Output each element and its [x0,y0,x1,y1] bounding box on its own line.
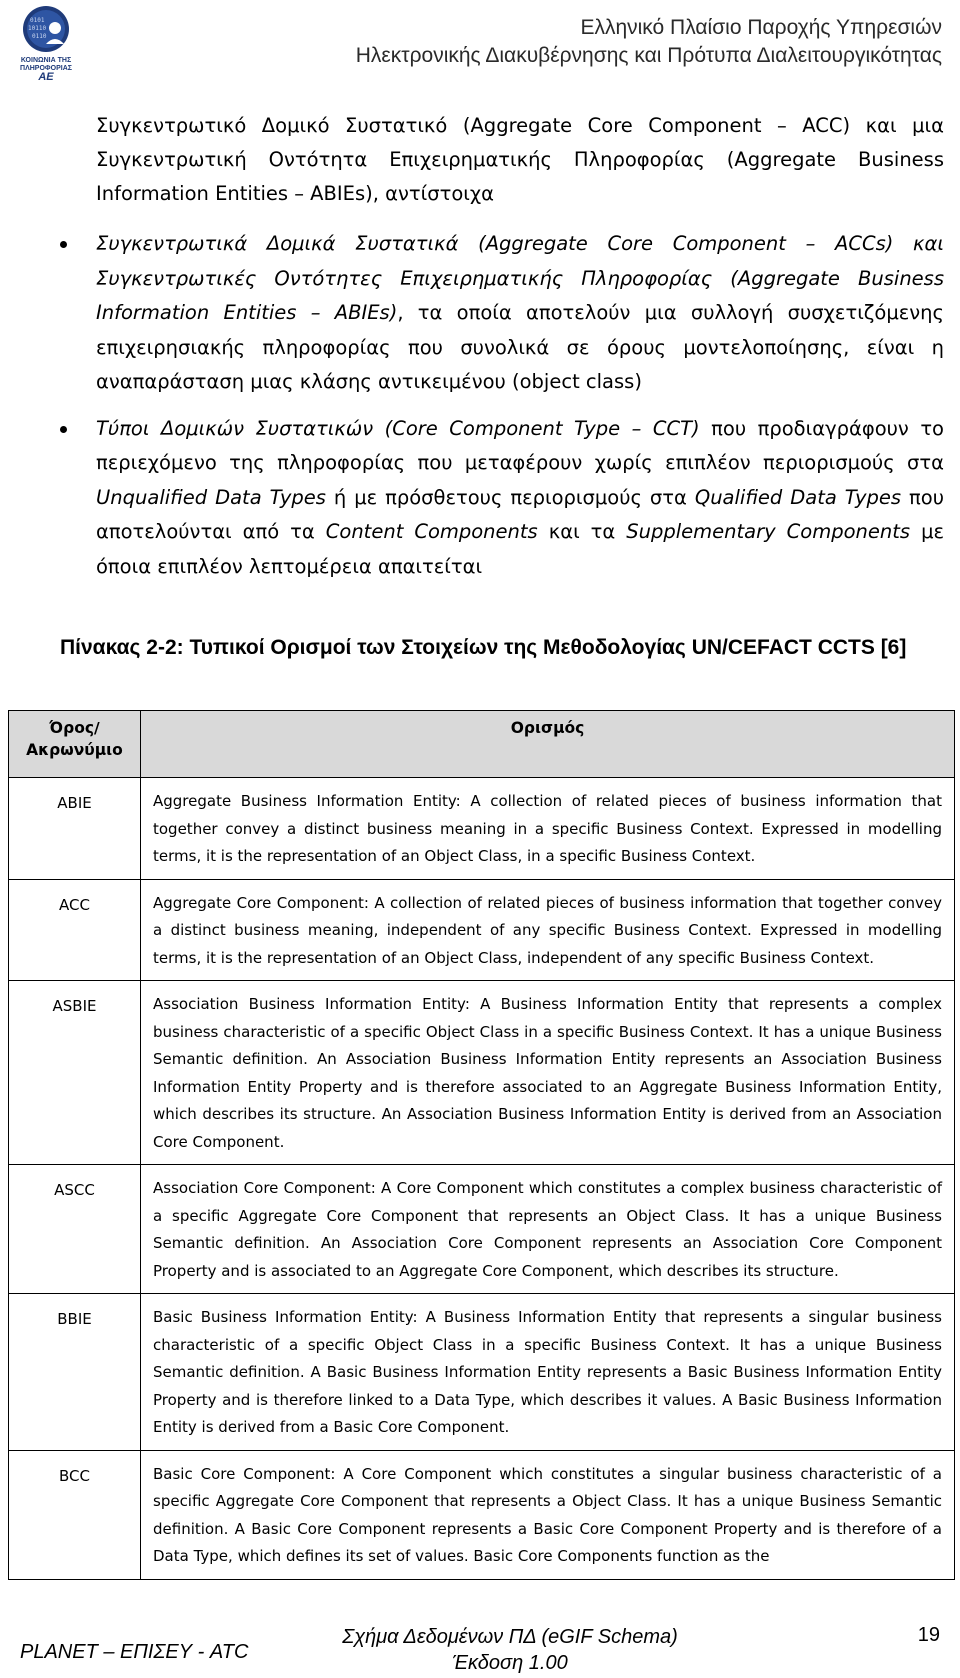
svg-text:10110: 10110 [28,25,47,32]
header-line-1: Ελληνικό Πλαίσιο Παροχής Υπηρεσιών [580,16,942,39]
header-line-2: Ηλεκτρονικής Διακυβέρνησης και Πρότυπα Διαλειτουργικότητας [355,44,942,67]
bullet-text: , τα οποία αποτελούν μια συλλογή συσχετιζόμενης επιχειρησιακής πληροφορίας που συνολικά σε όρους μοντελοποίησης, είναι η αναπαράσταση μιας κλάσης αντικειμένου (object class) [96,301,944,393]
bullet-dot-icon [60,426,67,433]
bullet-dot-icon [60,241,67,248]
information-society-logo-icon [14,4,78,56]
definition-cell: Basic Business Information Entity: A Business Information Entity that represents a singular business characteristic of a specific Object Class in a specific Business Context. It has a unique Business Semantic definition. A Basic Business Information Entity represents a Basic Business Information Entity Property and is therefore linked to a Data Type, which describes it values. A Basic Business Information Entity is derived from a Basic Core Component. [141,1294,955,1451]
logo-caption-ae: ΑΕ [38,71,54,83]
term-cell: BBIE [9,1294,141,1451]
header-definition: Ορισμός [141,711,955,778]
bullet-text: με όποια επιπλέον λεπτομέρεια απαιτείται [96,520,945,578]
definition-cell: Aggregate Business Information Entity: A collection of related pieces of business information that together convey a distinct business meaning in a specific Business Context. Expressed in modelling terms, it is the representation of an Object Class, in a specific Business Context. [141,778,955,880]
table-row [9,879,955,981]
definition-cell: Association Core Component: A Core Component which constitutes a complex business characteristic of a specific Aggregate Core Component that represents an Object Class. It has a unique Business Semantic definition. An Association Core Component represents an Association Core Component Property and is associated to an Aggregate Core Component, which describes its structure. [141,1165,955,1294]
definition-cell: Aggregate Core Component: A collection of related pieces of business information that together convey a distinct business meaning, independent of any specific Business Context. Expressed in modelling terms, it is the representation of an Object Class, independent of any specific Business Context. [141,879,955,981]
definition-cell: Association Business Information Entity: A Business Information Entity that represents a complex business characteristic of a specific Object Class in a specific Business Context. It has a unique Business Semantic definition. An Association Business Information Entity represents an Association Business Information Entity Property and is therefore associated to an Aggregate Business Information Entity, which describes its structure. An Association Business Information Entity is derived from an Association Core Component. [141,981,955,1165]
table-row [9,1294,955,1451]
bullet-italic-text: Supplementary Components [626,520,911,543]
bullet-list [96,227,944,596]
bullet-italic-text: Συγκεντρωτικά Δομικά Συστατικά (Aggregate Core Component – ACCs) και Συγκεντρωτικές Οντότητες Επιχειρηματικής Πληροφορίας (Aggregate Business Information Entities – ABIEs) [96,232,944,324]
bullet-italic-text: Unqualified Data Types [96,485,326,509]
table-header-row [9,711,955,778]
table-row [9,981,955,1165]
logo [14,4,78,83]
definitions-table [8,710,955,1580]
bullet-text: και τα [537,520,627,543]
bullet-italic-text: Τύποι Δομικών Συστατικών (Core Component Type – CCT) [96,416,700,440]
header-term-line1: Όρος/ [49,719,100,737]
term-cell: BCC [9,1450,141,1579]
table-row [9,778,955,880]
term-cell: ASCC [9,1165,141,1294]
bullet-item [96,227,944,400]
logo-caption-line2: ΠΛΗΡΟΦΟΡΙΑΣ [20,65,72,72]
page-number: 19 [917,1624,940,1646]
header-term-line2: Ακρωνύμιο [26,741,123,759]
definition-cell: Basic Core Component: A Core Component which constitutes a singular business characteristic of a specific Aggregate Core Component that represents a Object Class. It has a unique Business Semantic definition. A Basic Core Component represents a Basic Core Component Property and is therefore of a Data Type, which defines its set of values. Basic Core Components function as the [141,1450,955,1579]
table-row [9,1165,955,1294]
bullet-italic-text: Content Components [325,520,538,543]
logo-caption-line1: ΚΟΙΝΩΝΙΑ ΤΗΣ [20,57,72,64]
intro-paragraph: Συγκεντρωτικό Δομικό Συστατικό (Aggregate Core Component – ACC) και μια Συγκεντρωτική Οντότητα Επιχειρηματικής Πληροφορίας (Aggregate Business Information Entities – ABIEs), αντίστοιχα [96,114,944,205]
table-row [9,1450,955,1579]
svg-text:0101: 0101 [30,17,45,24]
footer-center [340,1624,680,1676]
bullet-item [96,412,944,585]
footer-center-line1: Σχήμα Δεδομένων ΠΔ (eGIF Schema) [342,1626,678,1648]
term-cell: ACC [9,879,141,981]
term-cell: ABIE [9,778,141,880]
term-cell: ASBIE [9,981,141,1165]
header-term [9,711,141,778]
footer-center-line2: Έκδοση 1.00 [452,1652,568,1674]
bullet-text: που προδιαγράφουν το περιεχόμενο της πληροφορίας που μεταφέρουν χωρίς επιπλέον περιορισμούς στα [96,416,944,474]
table-title: Πίνακας 2-2: Τυπικοί Ορισμοί των Στοιχείων της Μεθοδολογίας UN/CEFACT CCTS [6] [60,636,907,659]
footer-left: PLANET – ΕΠΙΣΕΥ - ATC [20,1641,249,1663]
document-header [356,14,942,70]
bullet-text: ή με πρόσθετους περιορισμούς στα [325,485,695,509]
svg-text:0110: 0110 [32,33,47,40]
bullet-italic-text: Qualified Data Types [694,485,902,509]
bullet-text: που αποτελούνται από τα [96,485,945,543]
